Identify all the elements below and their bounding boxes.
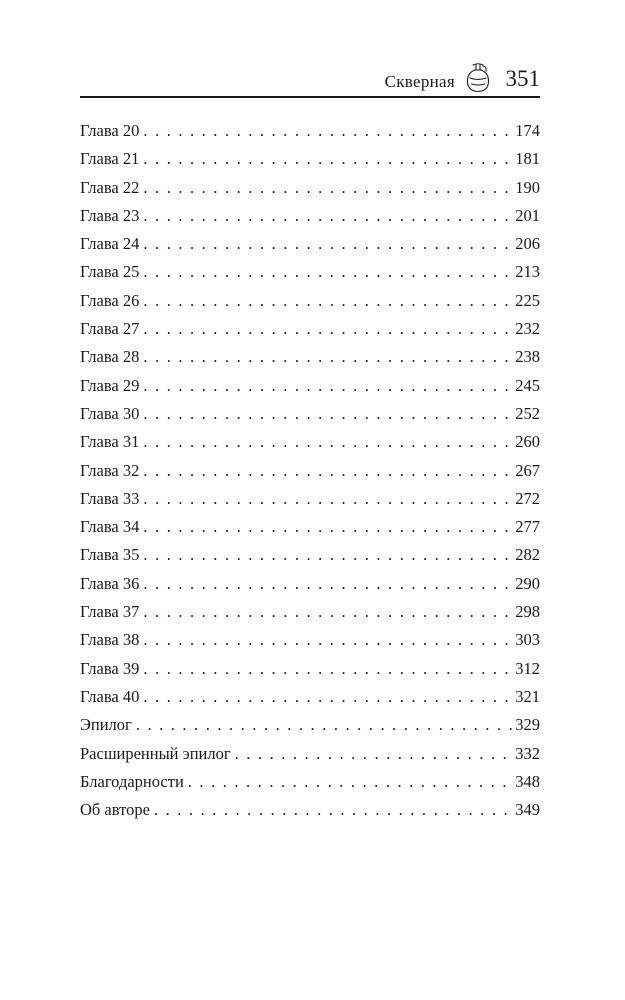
header-rule xyxy=(80,96,540,98)
toc-entry[interactable] xyxy=(80,489,540,517)
dot-leader xyxy=(143,602,513,622)
toc-entry[interactable] xyxy=(80,461,540,489)
toc-entry-page: 298 xyxy=(515,602,540,622)
toc-entry-title: Глава 21 xyxy=(80,149,140,169)
toc-entry-title: Глава 35 xyxy=(80,545,140,565)
toc-entry-page: 332 xyxy=(515,743,540,763)
toc-entry-page: 190 xyxy=(515,177,540,197)
toc-entry-title: Глава 28 xyxy=(80,347,140,367)
toc-entry-page: 225 xyxy=(515,290,540,310)
toc-entry[interactable] xyxy=(80,432,540,460)
dot-leader xyxy=(143,687,513,707)
toc-entry-page: 260 xyxy=(515,432,540,452)
toc-entry-page: 277 xyxy=(515,517,540,537)
toc-entry[interactable] xyxy=(80,545,540,573)
page-number: 351 xyxy=(505,66,540,91)
toc-entry-title: Благодарности xyxy=(80,771,184,791)
dot-leader xyxy=(143,545,513,565)
dot-leader xyxy=(143,404,513,424)
toc-entry[interactable] xyxy=(80,404,540,432)
toc-entry-title: Глава 32 xyxy=(80,460,140,480)
toc-entry-title: Глава 34 xyxy=(80,517,140,537)
dot-leader xyxy=(154,800,513,820)
toc-entry[interactable] xyxy=(80,772,540,800)
dot-leader xyxy=(143,291,513,311)
toc-entry-page: 267 xyxy=(515,460,540,480)
toc-entry[interactable] xyxy=(80,149,540,177)
dot-leader xyxy=(143,149,513,169)
dot-leader xyxy=(143,234,513,254)
dot-leader xyxy=(143,319,513,339)
toc-entry-title: Глава 36 xyxy=(80,573,140,593)
toc-entry-page: 245 xyxy=(515,375,540,395)
toc-entry-page: 238 xyxy=(515,347,540,367)
book-title: Скверная xyxy=(384,72,455,91)
dot-leader xyxy=(143,432,513,452)
dot-leader xyxy=(143,178,513,198)
toc-entry-page: 181 xyxy=(515,149,540,169)
toc-entry[interactable] xyxy=(80,715,540,743)
toc-entry-title: Глава 38 xyxy=(80,630,140,650)
toc-entry-title: Глава 33 xyxy=(80,488,140,508)
toc-entry[interactable] xyxy=(80,319,540,347)
toc-entry-title: Глава 37 xyxy=(80,602,140,622)
toc-entry-page: 303 xyxy=(515,630,540,650)
dot-leader xyxy=(188,772,513,792)
toc-entry-page: 201 xyxy=(515,205,540,225)
toc-entry-page: 206 xyxy=(515,234,540,254)
toc-entry-page: 213 xyxy=(515,262,540,282)
toc-entry-page: 232 xyxy=(515,319,540,339)
toc-entry[interactable] xyxy=(80,121,540,149)
toc-entry-title: Глава 27 xyxy=(80,319,140,339)
toc-entry[interactable] xyxy=(80,630,540,658)
toc-entry-page: 321 xyxy=(515,686,540,706)
toc-entry[interactable] xyxy=(80,517,540,545)
dot-leader xyxy=(143,262,513,282)
toc-entry-title: Глава 22 xyxy=(80,177,140,197)
toc-entry-page: 348 xyxy=(515,771,540,791)
toc-entry-title: Расширенный эпилог xyxy=(80,743,231,763)
toc-entry[interactable] xyxy=(80,178,540,206)
toc-entry-page: 282 xyxy=(515,545,540,565)
dot-leader xyxy=(143,206,513,226)
toc-entry[interactable] xyxy=(80,574,540,602)
toc-entry-title: Глава 24 xyxy=(80,234,140,254)
toc-entry-title: Эпилог xyxy=(80,715,132,735)
toc-entry-title: Глава 39 xyxy=(80,658,140,678)
toc-entry-page: 252 xyxy=(515,403,540,423)
potion-jar-icon xyxy=(464,62,492,94)
running-header xyxy=(80,62,540,96)
dot-leader xyxy=(143,347,513,367)
toc-entry[interactable] xyxy=(80,602,540,630)
toc-entry-title: Глава 20 xyxy=(80,121,140,140)
toc-entry[interactable] xyxy=(80,291,540,319)
dot-leader xyxy=(143,630,513,650)
toc-entry-title: Глава 26 xyxy=(80,290,140,310)
toc-entry-title: Глава 29 xyxy=(80,375,140,395)
toc-entry-title: Глава 30 xyxy=(80,403,140,423)
toc-entry-page: 290 xyxy=(515,573,540,593)
toc-entry[interactable] xyxy=(80,206,540,234)
toc-entry[interactable] xyxy=(80,659,540,687)
toc-entry-title: Глава 31 xyxy=(80,432,140,452)
dot-leader xyxy=(235,744,514,764)
dot-leader xyxy=(143,574,513,594)
dot-leader xyxy=(143,461,513,481)
toc-entry[interactable] xyxy=(80,262,540,290)
dot-leader xyxy=(143,376,513,396)
toc-entry[interactable] xyxy=(80,687,540,715)
dot-leader xyxy=(143,659,513,679)
toc-entry-title: Глава 23 xyxy=(80,205,140,225)
toc-entry-page: 312 xyxy=(515,658,540,678)
toc-entry-title: Глава 40 xyxy=(80,686,140,706)
dot-leader xyxy=(143,517,513,537)
dot-leader xyxy=(143,489,513,509)
toc-entry-title: Глава 25 xyxy=(80,262,140,282)
toc-entry-page: 329 xyxy=(515,715,540,735)
dot-leader xyxy=(143,121,513,141)
dot-leader xyxy=(136,715,513,735)
toc-entry[interactable] xyxy=(80,800,540,828)
toc-entry[interactable] xyxy=(80,376,540,404)
table-of-contents xyxy=(80,121,540,828)
toc-entry-title: Об авторе xyxy=(80,800,150,820)
toc-entry-page: 349 xyxy=(515,800,540,820)
toc-entry[interactable] xyxy=(80,234,540,262)
toc-entry-page: 174 xyxy=(515,121,540,140)
toc-entry[interactable] xyxy=(80,744,540,772)
toc-entry[interactable] xyxy=(80,347,540,375)
toc-entry-page: 272 xyxy=(515,488,540,508)
